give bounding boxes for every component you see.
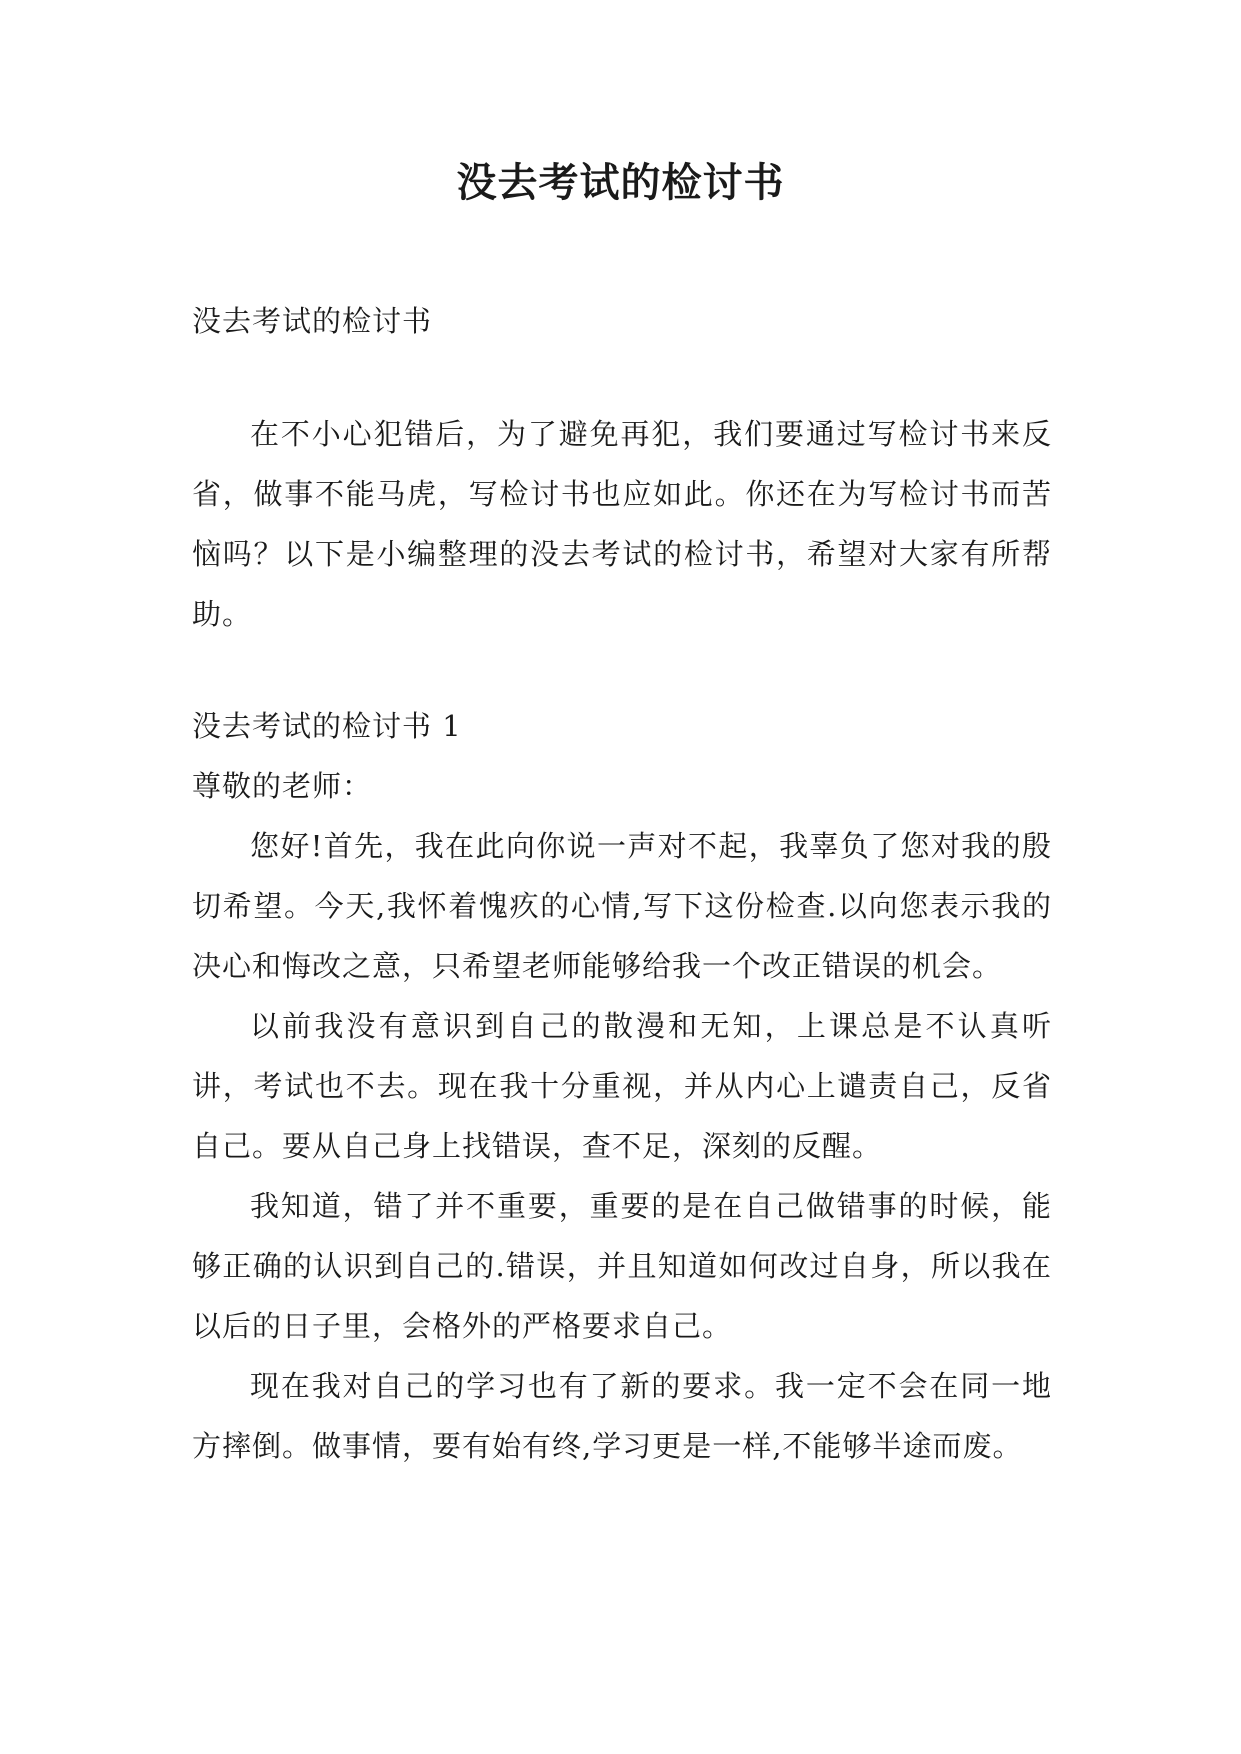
body-paragraph: 我知道，错了并不重要，重要的是在自己做错事的时候，能够正确的认识到自己的.错误，并且知道如何改过自身，所以我在以后的日子里，会格外的严格要求自己。	[192, 1189, 1052, 1343]
body-paragraph: 您好!首先，我在此向你说一声对不起，我辜负了您对我的殷切希望。今天,我怀着愧疚的心情,写下这份检查.以向您表示我的决心和悔改之意，只希望老师能够给我一个改正错误的机会。	[192, 829, 1052, 983]
body-paragraph: 现在我对自己的学习也有了新的要求。我一定不会在同一地方摔倒。做事情，要有始有终,学习更是一样,不能够半途而废。	[192, 1369, 1052, 1463]
document-title: 没去考试的检讨书	[456, 159, 785, 206]
document-body	[192, 291, 1052, 1476]
salutation: 尊敬的老师：	[192, 769, 373, 803]
intro-paragraph: 在不小心犯错后，为了避免再犯，我们要通过写检讨书来反省，做事不能马虎，写检讨书也应如此。你还在为写检讨书而苦恼吗？以下是小编整理的没去考试的检讨书，希望对大家有所帮助。	[192, 417, 1052, 631]
section-heading: 没去考试的检讨书 1	[192, 709, 462, 743]
body-paragraph: 以前我没有意识到自己的散漫和无知，上课总是不认真听讲，考试也不去。现在我十分重视，并从内心上谴责自己，反省自己。要从自己身上找错误，查不足，深刻的反醒。	[192, 1009, 1052, 1163]
document-subtitle: 没去考试的检讨书	[192, 304, 433, 338]
